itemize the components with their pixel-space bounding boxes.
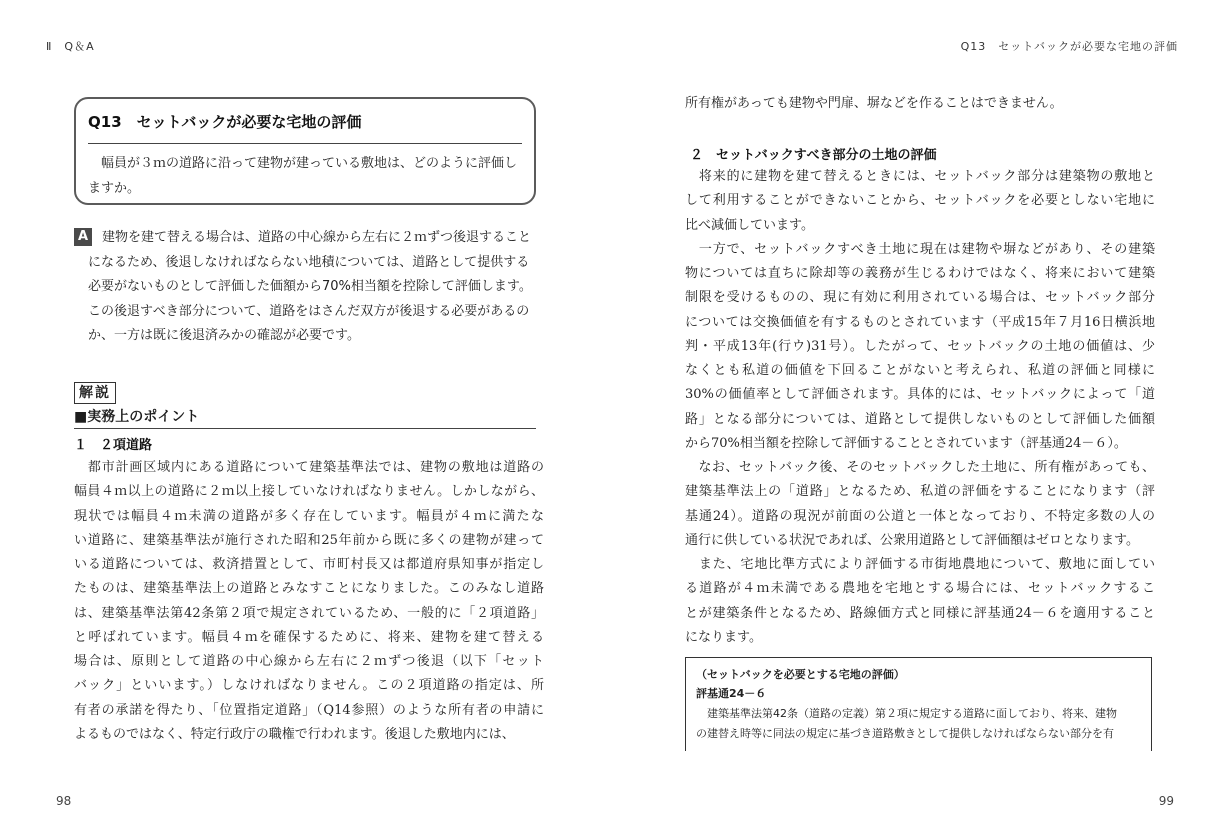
text-line: 物については直ちに除却等の義務が生じるわけではなく、将来において建築 <box>685 266 1155 281</box>
answer-block <box>74 226 536 349</box>
text-line: 有者の承諾を得たり、「位置指定道路」（Q14参照）のような所有者の申請に <box>74 702 544 718</box>
text-line: とが建築条件となるため、路線価方式と同様に評基通24－６を適用すること <box>685 605 1155 621</box>
answer-badge: A <box>74 228 92 246</box>
text-line: 建築基準法第42条（道路の定義）第２項に規定する道路に面しており、将来、建物 <box>696 707 1117 720</box>
section-title: ■実務上のポイント <box>74 406 536 429</box>
text-line: 所有権があっても建物や門扉、塀などを作ることはできません。 <box>685 96 1063 111</box>
text-line: から70%相当額を控除して評価することとされています（評基通24－６）。 <box>685 435 1127 451</box>
text-line: いる道路については、救済措置として、市町村長又は都道府県知事が指定し <box>74 557 544 572</box>
running-head-right: Q13 セットバックが必要な宅地の評価 <box>960 40 1178 53</box>
text-line: なお、セットバック後、そのセットバックした土地に、所有権があっても、 <box>685 460 1155 475</box>
reference-subtitle: 評基通24－６ <box>696 687 767 700</box>
right-body-text <box>685 165 1155 650</box>
text-line: 30%の価値率として評価されます。具体的には、セットバックによって「道 <box>685 387 1155 403</box>
text-line: については交換価値を有するものとされています（平成15年７月16日横浜地 <box>685 314 1155 330</box>
text-line: の建替え時等に同法の規定に基づき道路敷きとして提供しなければならない部分を有 <box>696 727 1114 740</box>
text-line: 通行に供している状況であれば、公衆用道路として評価額はゼロとなります。 <box>685 532 1139 548</box>
page-number-right: 99 <box>1158 794 1174 808</box>
question-divider <box>88 143 522 144</box>
text-line: 路」となる部分については、道路として提供しないものとして評価した価額 <box>685 411 1155 427</box>
text-line: 比べ減価しています。 <box>685 217 814 233</box>
reference-lines <box>696 704 1141 744</box>
text-line: して利用することができないことから、セットバックを必要としない宅地に <box>685 193 1155 209</box>
question-title: Q13 セットバックが必要な宅地の評価 <box>88 113 362 131</box>
text-line: は、建築基準法第42条第２項で規定されているため、一般的に「２項道路」 <box>74 605 544 621</box>
text-line: る道路が４ｍ未満である農地を宅地とする場合には、セットバックするこ <box>685 581 1155 597</box>
text-line: 場合は、原則として道路の中心線から左右に２ｍずつ後退（以下「セット <box>74 654 544 669</box>
text-line: 現状では幅員４ｍ未満の道路が多く存在しています。幅員が４ｍに満たな <box>74 508 544 524</box>
left-body-text <box>74 456 544 747</box>
question-box <box>74 97 536 205</box>
answer-text: 建物を建て替える場合は、道路の中心線から左右に２ｍずつ後退することになるため、後退しなければならない地積については、道路として提供する必要がないものとして評価した価額から70%相当額を控除して評価します。この後退すべき部分について、道路をはさんだ双方が後退する必要があるのか、一方は既に後退済みかの確認が必要です。 <box>88 230 532 343</box>
running-head-left: Ⅱ Q＆A <box>46 40 95 53</box>
text-line: 判・平成13年(行ウ)31号）。したがって、セットバックの土地の価値は、少 <box>685 338 1155 354</box>
text-line: たものは、建築基準法上の道路とみなすことになりました。このみなし道路 <box>74 581 544 597</box>
text-line: 制限を受けるものの、現に有効に利用されている場合は、セットバック部分 <box>685 290 1155 306</box>
page-number-left: 98 <box>56 794 72 808</box>
text-line: と呼ばれています。幅員４ｍを確保するために、将来、建物を建て替える <box>74 629 544 645</box>
reference-box <box>685 657 1152 751</box>
text-line: よるものではなく、特定行政庁の職権で行われます。後退した敷地内には、 <box>74 726 515 742</box>
right-first-line <box>685 92 1155 116</box>
section1-heading: １ ２項道路 <box>74 438 153 453</box>
text-line: また、宅地比準方式により評価する市街地農地について、敷地に面してい <box>685 557 1155 572</box>
reference-title: （セットバックを必要とする宅地の評価） <box>696 668 905 681</box>
text-line: 幅員４ｍ以上の道路に２ｍ以上接していなければなりません。しかしながら、 <box>74 484 544 500</box>
text-line: になります。 <box>685 629 762 645</box>
text-line: 都市計画区域内にある道路について建築基準法では、建物の敷地は道路の <box>74 460 544 475</box>
text-line: 建築基準法上の「道路」となるため、私道の評価をすることになります（評 <box>685 484 1155 500</box>
section2-heading: ２ セットバックすべき部分の土地の評価 <box>690 148 937 163</box>
text-line: 一方で、セットバックすべき土地に現在は建物や塀などがあり、その建築 <box>685 241 1155 257</box>
text-line: 基通24）。道路の現況が前面の公道と一体となっており、不特定多数の人の <box>685 508 1155 524</box>
text-line: 将来的に建物を建て替えるときには、セットバック部分は建築物の敷地と <box>685 169 1155 184</box>
text-line: い道路に、建築基準法が施行された昭和25年前から既に多くの建物が建って <box>74 532 544 548</box>
question-text: 幅員が３ｍの道路に沿って建物が建っている敷地は、どのように評価しますか。 <box>88 156 518 196</box>
kaisetsu-label: 解説 <box>74 382 116 404</box>
text-line: バック」といいます。）しなければなりません。この２項道路の指定は、所 <box>74 678 544 694</box>
text-line: なくとも私道の価値を下回ることがないと考えられ、私道の評価と同様に <box>685 363 1155 378</box>
